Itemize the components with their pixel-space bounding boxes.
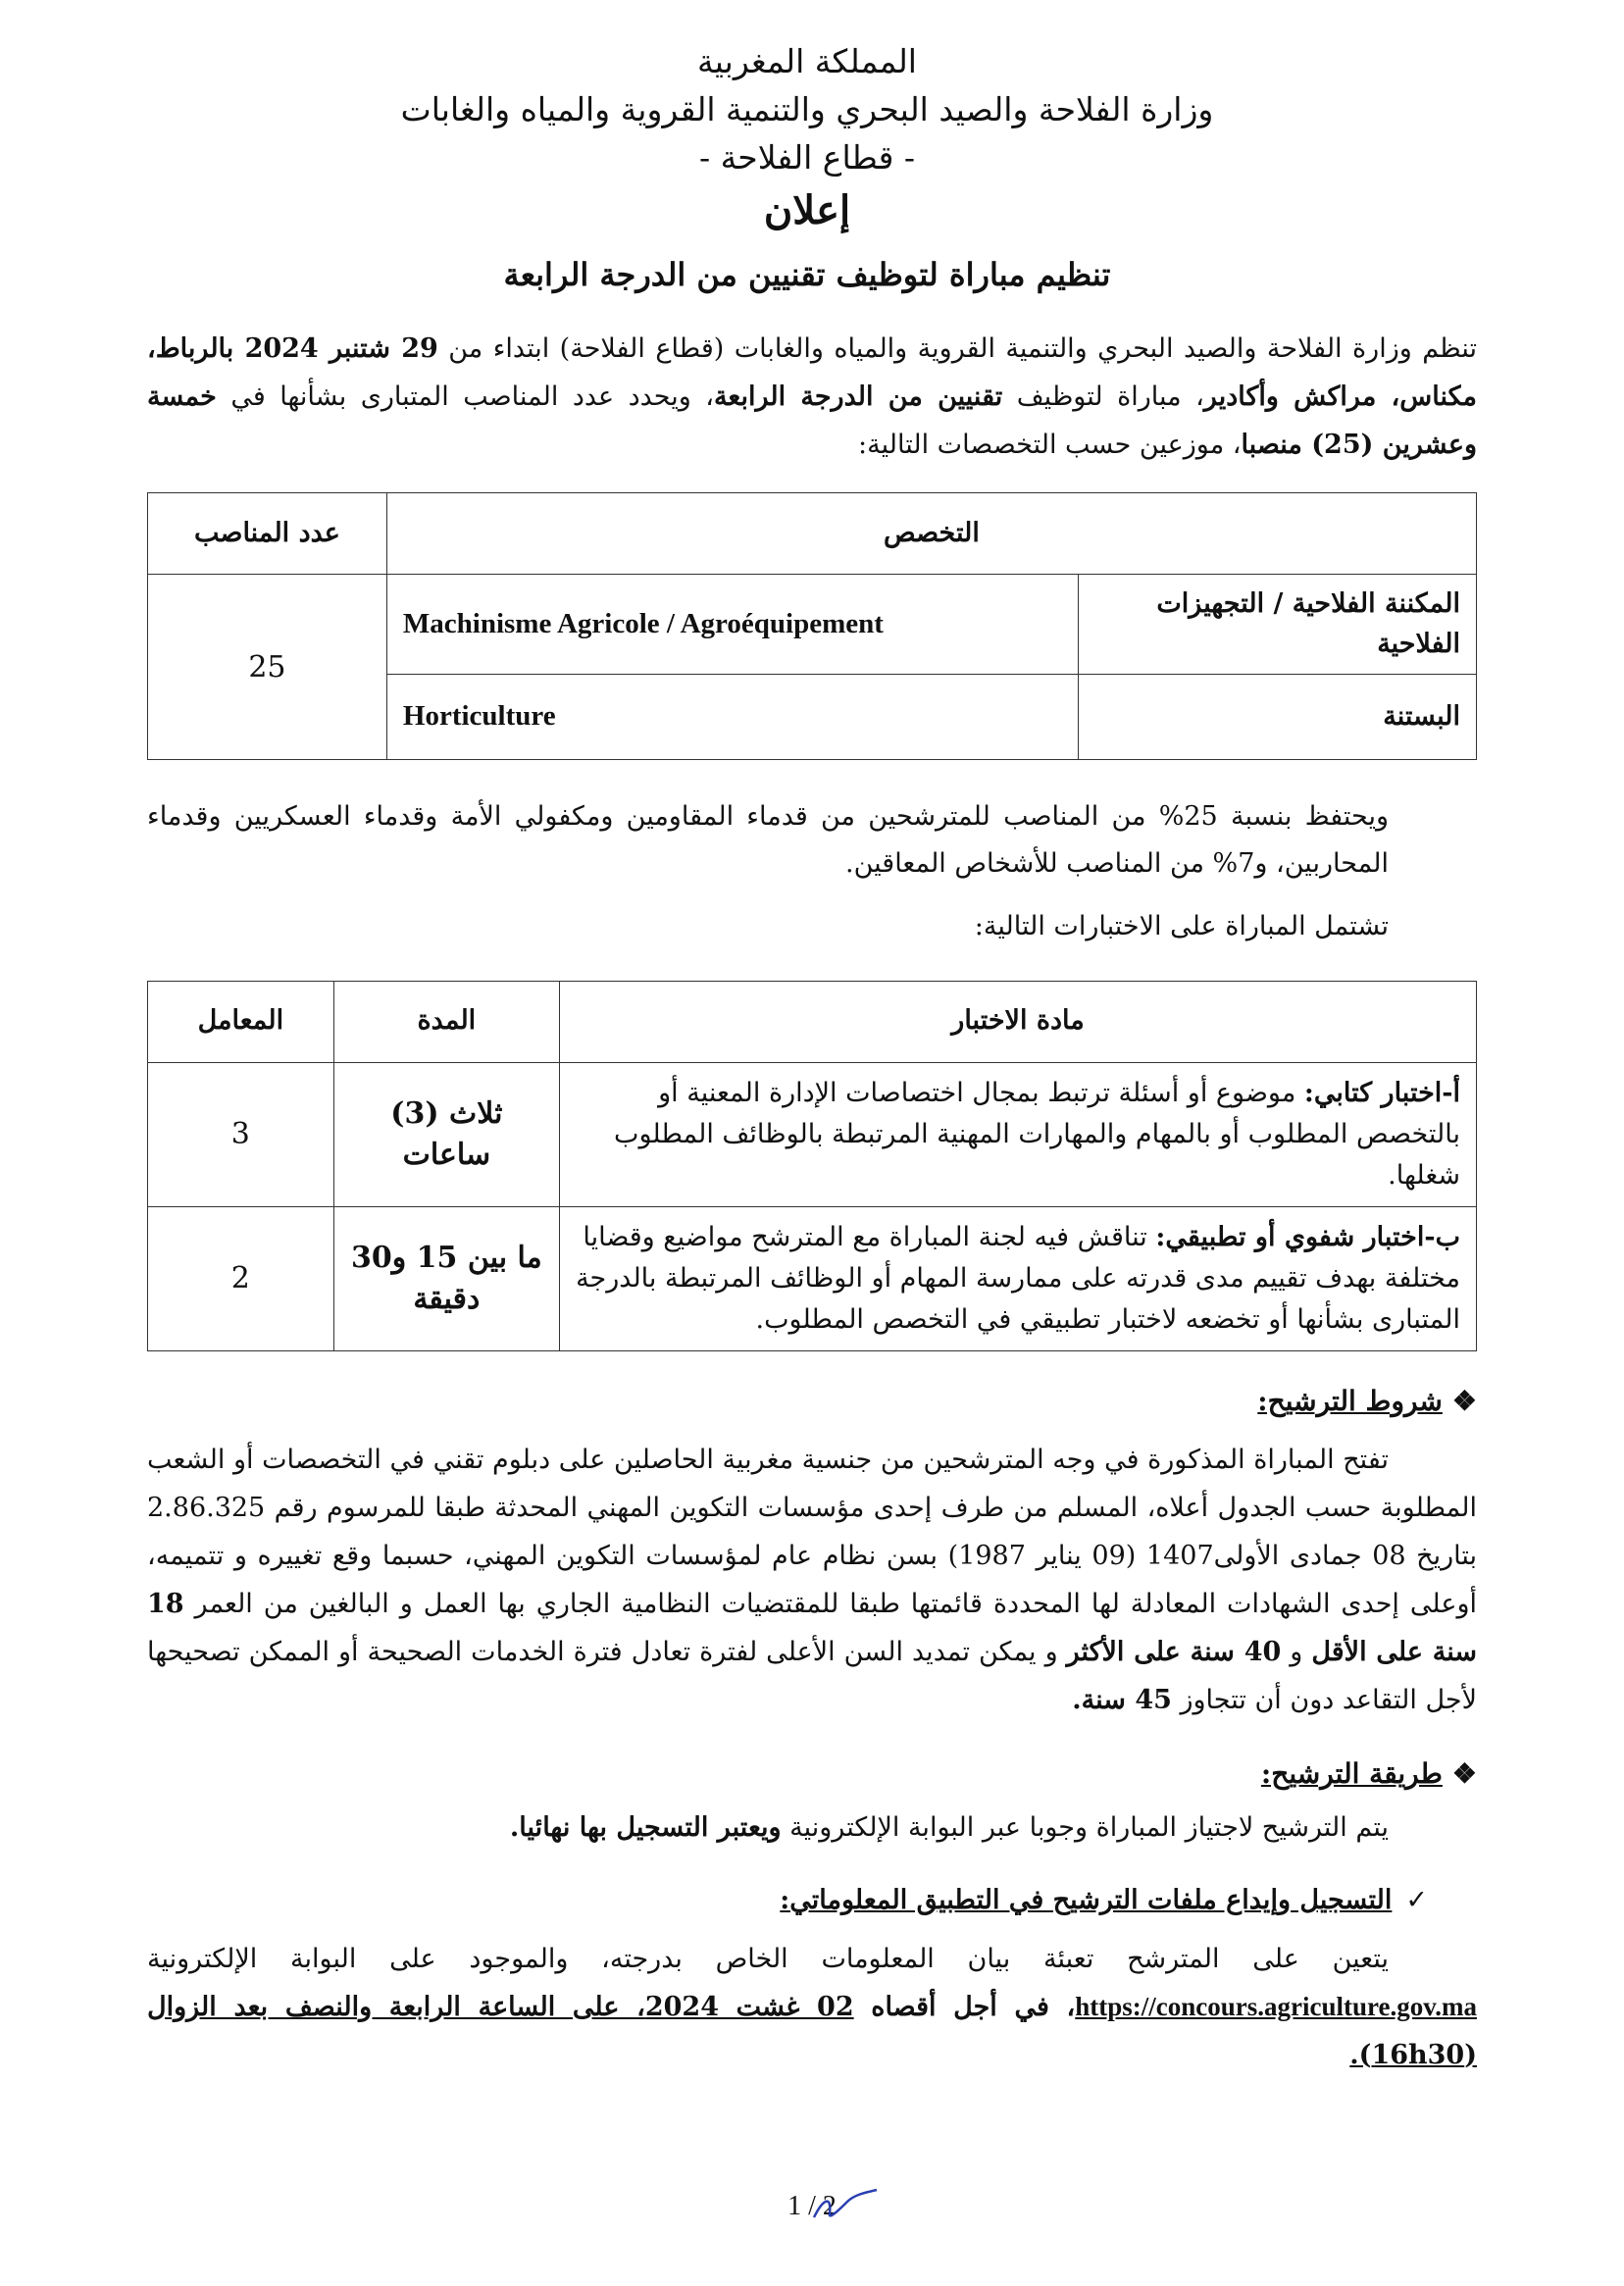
method-paragraph (147, 1808, 1477, 1849)
deadline-prefix: ، في أجل أقصاه (853, 1991, 1076, 2022)
letterhead (137, 0, 1477, 301)
intro-cities: بالرباط، مكناس، مراكش وأكادير (147, 333, 1477, 412)
registration-paragraph (147, 1935, 1477, 2079)
kingdom-name: المملكة المغربية (697, 42, 917, 80)
test-duration: ما بين 15 و30 دقيقة (333, 1206, 559, 1350)
diamond-bullet-icon: ❖ (1451, 1756, 1477, 1790)
diamond-bullet-icon: ❖ (1451, 1384, 1477, 1417)
subject-header: مادة الاختبار (560, 981, 1477, 1062)
quota-paragraph: ويحتفظ بنسبة 25% من المناصب للمترشحين من قدماء المقاومين ومكفولي الأمة وقدماء العسكريين وقدماء المحاربين، و7% من المناصب للأشخاص المعاقين. (147, 801, 1389, 879)
posts-count: 25 (148, 575, 387, 760)
table-header-row (148, 493, 1477, 575)
method-heading (147, 1753, 1477, 1795)
deadline: 02 غشت 2024، على الساعة الرابعة والنصف بعد الزوال (16h30). (147, 1991, 1477, 2070)
method-text: يتم الترشيح لاجتياز المباراة وجوبا عبر البوابة الإلكترونية (781, 1811, 1389, 1843)
test-text: موضوع أو أسئلة ترتبط بمجال اختصاصات الإدارة المعنية أو بالتخصص المطلوب أو بالمهام والمهارات المهنية المرتبطة بالوظائف المطلوب شغلها. (614, 1077, 1460, 1191)
specialty-fr: Machinisme Agricole / Agroéquipement (386, 575, 1078, 675)
check-icon: ✓ (1405, 1885, 1428, 1915)
test-description (560, 1062, 1477, 1206)
specialty-ar: البستنة (1078, 675, 1477, 760)
method-title: طريقة الترشيح: (1260, 1756, 1443, 1790)
portal-link[interactable]: https://concours.agriculture.gov.ma (1075, 1991, 1477, 2021)
test-label: ب-اختبار شفوي أو تطبيقي: (1155, 1221, 1460, 1252)
specialty-header: التخصص (386, 493, 1476, 575)
conditions-end: . (1072, 1684, 1082, 1715)
tests-table (147, 981, 1477, 1351)
intro-count: خمسة وعشرين (25) منصبا (147, 381, 1477, 460)
intro-grade: تقنيين من الدرجة الرابعة (713, 381, 1003, 412)
registration-title: التسجيل وإيداع ملفات الترشيح في التطبيق المعلوماتي: (780, 1885, 1393, 1915)
intro-text-4: ، ويحدد عدد المناصب المتبارى بشأنها في (216, 381, 714, 412)
table-header-row (148, 981, 1477, 1062)
page-number: 1 / 2 (787, 2191, 837, 2221)
intro-text-3: ، مباراة لتوظيف (1002, 381, 1204, 412)
sector-name: - قطاع الفلاحة - (698, 138, 916, 177)
specialties-table (147, 492, 1477, 760)
table-row (148, 1062, 1477, 1206)
test-coef: 2 (148, 1206, 334, 1350)
age-min: 18 سنة على الأقل (147, 1588, 1477, 1667)
test-text: تناقش فيه لجنة المباراة مع المترشح مواضيع وقضايا مختلفة بهدف تقييم مدى قدرته على ممارسة المهام أو الوظائف المرتبطة بالدرجة المتبارى بشأنها أو تخضعه لاختبار تطبيقي في التخصص المطلوب. (576, 1221, 1460, 1335)
conditions-title: شروط الترشيح: (1257, 1384, 1443, 1417)
table-row (148, 575, 1477, 675)
intro-text-1: تنظم وزارة الفلاحة والصيد البحري والتنمية القروية والمياه والغابات (قطاع الفلاحة) ابتداء من (437, 333, 1477, 364)
initials-signature-icon (812, 2188, 881, 2227)
intro-date: 29 شتنبر 2024 (244, 333, 438, 364)
registration-text: يتعين على المترشح تعبئة بيان المعلومات الخاص بدرجته، والموجود على البوابة الإلكترونية (147, 1943, 1389, 1974)
test-description (560, 1206, 1477, 1350)
intro-text-5: ، موزعين حسب التخصصات التالية: (858, 430, 1242, 460)
conditions-text-1: تفتح المباراة المذكورة في وجه المترشحين من جنسية مغربية الحاصلين على دبلوم تقني في التخصصات أو الشعب المطلوبة حسب الجدول أعلاه، المسلم من طرف إحدى مؤسسات التكوين المهني المحدثة طبقا للمرسوم رقم 2.86.325 بتاريخ 08 جمادى الأولى1407 (09 يناير 1987) بسن نظام عام لمؤسسات التكوين المهني، حسبما وقع تغييره و تتميمه، أوعلى إحدى الشهادات المعادلة لها المحددة قائمتها طبقا للمقتضيات النظامية الجاري بها العمل و البالغين من العمر (147, 1444, 1478, 1619)
duration-header: المدة (333, 981, 559, 1062)
announcement-heading: إعلان (763, 187, 851, 233)
tests-intro: تشتمل المباراة على الاختبارات التالية: (974, 911, 1389, 941)
method-final: ويعتبر التسجيل بها نهائيا. (509, 1811, 782, 1843)
test-duration: ثلاث (3) ساعات (333, 1062, 559, 1206)
conditions-heading (147, 1381, 1477, 1422)
specialty-fr: Horticulture (386, 675, 1078, 760)
coef-header: المعامل (148, 981, 334, 1062)
age-max: 40 سنة على الأكثر (1066, 1636, 1282, 1667)
specialty-ar: المكننة الفلاحية / التجهيزات الفلاحية (1078, 575, 1477, 675)
test-label: أ-اختبار كتابي: (1303, 1077, 1460, 1108)
test-coef: 3 (148, 1062, 334, 1206)
conditions-text-2: و يمكن تمديد السن الأعلى لفترة تعادل فترة الخدمات الصحيحة أو الممكن تصحيحها لأجل التقاعد دون أن تتجاوز (147, 1636, 1477, 1715)
conditions-paragraph (147, 1436, 1477, 1724)
registration-heading (147, 1881, 1477, 1921)
conditions-and: و (1281, 1636, 1312, 1667)
table-row (148, 1206, 1477, 1350)
posts-header: عدد المناصب (148, 493, 387, 575)
ministry-name: وزارة الفلاحة والصيد البحري والتنمية القروية والمياه والغابات (400, 90, 1214, 128)
intro-paragraph (147, 325, 1477, 469)
document-title: تنظيم مباراة لتوظيف تقنيين من الدرجة الرابعة (503, 256, 1111, 293)
age-limit: 45 سنة (1081, 1684, 1172, 1715)
